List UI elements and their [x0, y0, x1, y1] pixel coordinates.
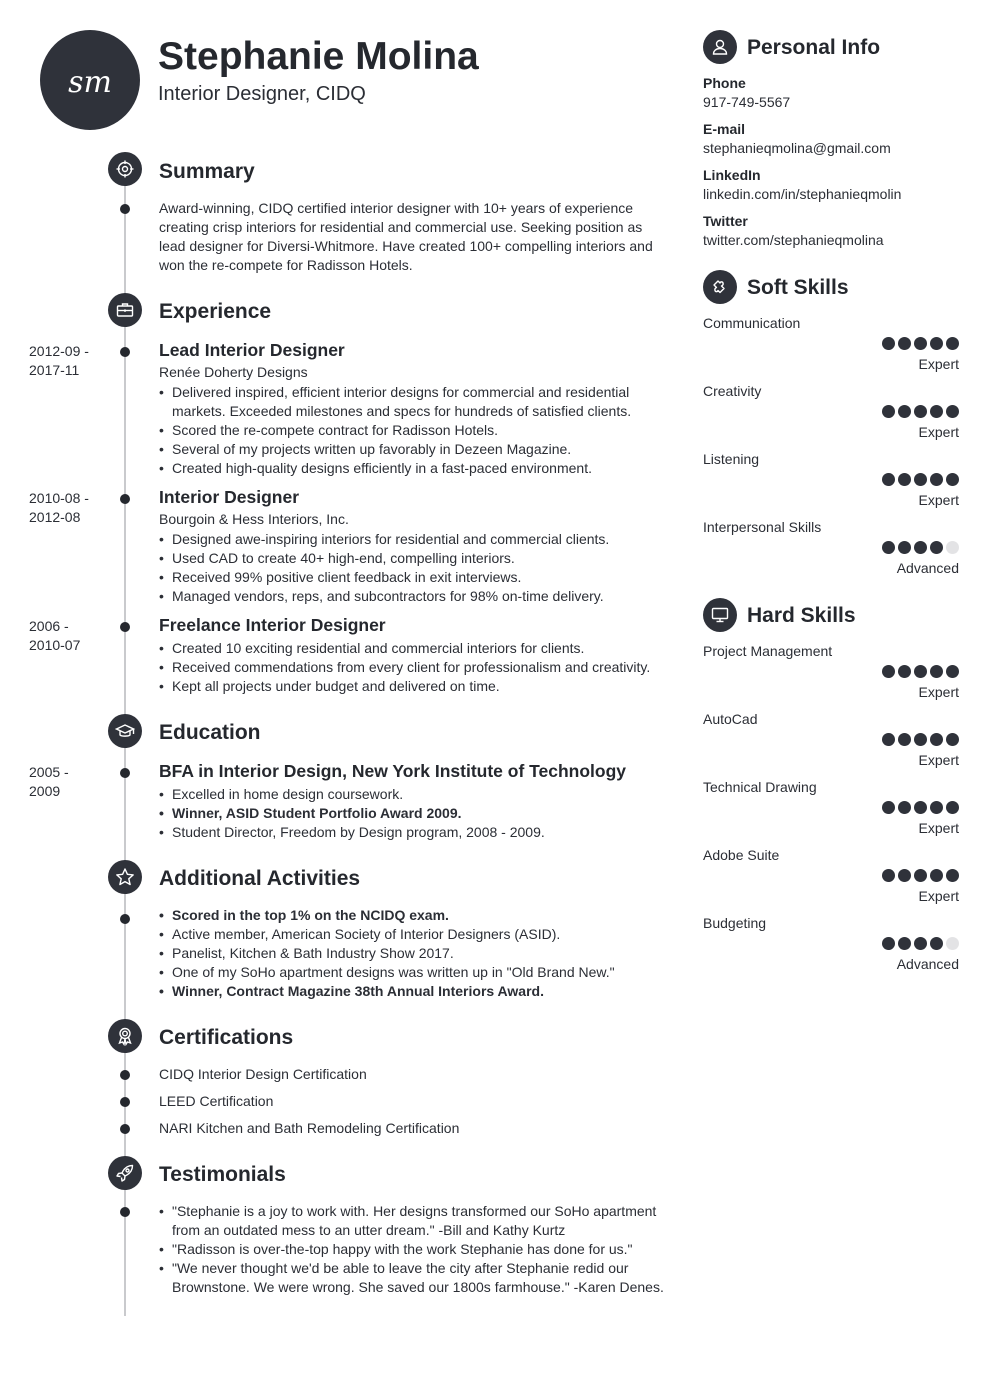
job-title: Freelance Interior Designer: [159, 615, 386, 635]
puzzle-piece-icon: [703, 270, 737, 304]
rating-dot: [898, 541, 911, 554]
personal-label: Twitter: [703, 213, 748, 229]
rating-dot: [914, 937, 927, 950]
rating-dot: [914, 801, 927, 814]
target-icon: [108, 152, 142, 186]
rating-dot: [898, 405, 911, 418]
skill-level: Expert: [918, 424, 959, 440]
rating-dot: [946, 733, 959, 746]
education-bullets: [159, 785, 664, 842]
rating-dot: [914, 733, 927, 746]
skill-name: Budgeting: [703, 915, 767, 931]
certification-item: LEED Certification: [159, 1093, 274, 1109]
rating-dot: [882, 937, 895, 950]
rating-dot: [882, 541, 895, 554]
avatar: [40, 30, 140, 130]
skill-level: Advanced: [896, 560, 959, 576]
list-item: • Student Director, Freedom by Design program, 2008 - 2009.: [159, 823, 664, 842]
personal-label: E-mail: [703, 121, 746, 137]
skill-name: Listening: [703, 451, 760, 467]
timeline-dot: [120, 1124, 130, 1134]
list-item: • Received commendations from every client for professionalism and creativity.: [159, 658, 664, 677]
list-item: • Managed vendors, reps, and subcontractors for 98% on-time delivery.: [159, 587, 664, 606]
list-item: • Designed awe-inspiring interiors for residential and commercial clients.: [159, 530, 664, 549]
user-icon: [703, 30, 737, 64]
rating-dot: [882, 665, 895, 678]
personal-info-heading: Personal Info: [747, 36, 881, 59]
skill-rating: [882, 869, 959, 882]
list-item: • Excelled in home design coursework.: [159, 785, 664, 804]
rating-dot: [930, 733, 943, 746]
rating-dot: [946, 473, 959, 486]
twitter-value: twitter.com/stephanieqmolina: [703, 232, 884, 248]
activities-bullets: [159, 906, 664, 1001]
rating-dot: [882, 733, 895, 746]
skill-level: Expert: [918, 684, 959, 700]
timeline-dot: [120, 347, 130, 357]
rating-dot: [946, 541, 959, 554]
rating-dot: [882, 801, 895, 814]
timeline-dot: [120, 1070, 130, 1080]
star-icon: [108, 860, 142, 894]
job-title: Interior Designer: [159, 487, 300, 507]
list-item: • Delivered inspired, efficient interior designs for commercial and residential markets. Exceeded milestones and specs for hundreds of satisfied clients.: [159, 383, 664, 421]
skill-rating: [882, 541, 959, 554]
rating-dot: [946, 801, 959, 814]
timeline-dot: [120, 914, 130, 924]
list-item: • One of my SoHo apartment designs was written up in "Old Brand New.": [159, 963, 664, 982]
rating-dot: [914, 473, 927, 486]
timeline-dot: [120, 1207, 130, 1217]
timeline-dot: [120, 768, 130, 778]
education-heading: Education: [159, 721, 261, 744]
rating-dot: [882, 869, 895, 882]
list-item: • "Radisson is over-the-top happy with the work Stephanie has done for us.": [159, 1240, 664, 1259]
skill-rating: [882, 665, 959, 678]
list-item: • Kept all projects under budget and delivered on time.: [159, 677, 664, 696]
rating-dot: [898, 869, 911, 882]
linkedin-value: linkedin.com/in/stephanieqmolin: [703, 186, 902, 202]
list-item: • Several of my projects written up favorably in Dezeen Magazine.: [159, 440, 664, 459]
skill-rating: [882, 473, 959, 486]
skill-rating: [882, 337, 959, 350]
rating-dot: [882, 405, 895, 418]
list-item: • Winner, Contract Magazine 38th Annual Interiors Award.: [159, 982, 664, 1001]
rating-dot: [930, 665, 943, 678]
skill-rating: [882, 801, 959, 814]
activities-heading: Additional Activities: [159, 867, 361, 890]
rating-dot: [946, 869, 959, 882]
list-item: • Scored the re-compete contract for Radisson Hotels.: [159, 421, 664, 440]
job-title: Lead Interior Designer: [159, 340, 345, 360]
rating-dot: [930, 405, 943, 418]
rating-dot: [930, 473, 943, 486]
list-item: • Created high-quality designs efficiently in a fast-paced environment.: [159, 459, 664, 478]
personal-label: LinkedIn: [703, 167, 761, 183]
job-dates: 2010-08 - 2012-08: [29, 490, 89, 525]
job-bullets: [159, 639, 664, 696]
summary-heading: Summary: [159, 160, 255, 183]
soft-skills-heading: Soft Skills: [747, 276, 849, 299]
rating-dot: [898, 473, 911, 486]
summary-text: Award-winning, CIDQ certified interior designer with 10+ years of experience creating crisp interiors for residential and commercial use. Seeking position as lead designer for Diversi-Whitmore. Have created 100+ compelling interiors and won the re-compete for Radisson Hotels.: [159, 200, 653, 273]
job-dates: 2012-09 - 2017-11: [29, 343, 89, 378]
job-bullets: [159, 383, 664, 478]
skill-level: Expert: [918, 752, 959, 768]
rating-dot: [882, 337, 895, 350]
education-dates: 2005 - 2009: [29, 764, 69, 799]
list-item: • Active member, American Society of Interior Designers (ASID).: [159, 925, 664, 944]
skill-name: Creativity: [703, 383, 762, 399]
rating-dot: [914, 541, 927, 554]
candidate-name: Stephanie Molina: [158, 35, 479, 78]
skill-rating: [882, 937, 959, 950]
personal-label: Phone: [703, 75, 746, 91]
rating-dot: [930, 869, 943, 882]
skill-level: Expert: [918, 820, 959, 836]
rating-dot: [930, 541, 943, 554]
rating-dot: [914, 405, 927, 418]
list-item: • "Stephanie is a joy to work with. Her designs transformed our SoHo apartment from an outdated mess to an utter dream." -Bill and Kathy Kurtz: [159, 1202, 664, 1240]
rating-dot: [898, 801, 911, 814]
skill-name: Technical Drawing: [703, 779, 817, 795]
timeline-dot: [120, 204, 130, 214]
hard-skills-heading: Hard Skills: [747, 604, 856, 627]
rating-dot: [930, 801, 943, 814]
skill-rating: [882, 405, 959, 418]
job-dates: 2006 - 2010-07: [29, 618, 81, 653]
skill-name: Project Management: [703, 643, 833, 659]
education-degree: BFA in Interior Design, New York Institute of Technology: [159, 761, 627, 781]
rating-dot: [898, 937, 911, 950]
rating-dot: [914, 869, 927, 882]
skill-name: Interpersonal Skills: [703, 519, 822, 535]
testimonials-heading: Testimonials: [159, 1163, 286, 1186]
skill-level: Expert: [918, 492, 959, 508]
rating-dot: [898, 665, 911, 678]
skill-rating: [882, 733, 959, 746]
rating-dot: [898, 733, 911, 746]
timeline-dot: [120, 1097, 130, 1107]
skill-level: Expert: [918, 356, 959, 372]
avatar-initials: sm: [68, 64, 112, 100]
list-item: • "We never thought we'd be able to leave the city after Stephanie redid our Brownstone. We were wrong. She saved our 1800s farmhouse." -Karen Denes.: [159, 1259, 664, 1297]
graduation-cap-icon: [108, 714, 142, 748]
skill-name: Adobe Suite: [703, 847, 780, 863]
certification-item: CIDQ Interior Design Certification: [159, 1066, 367, 1082]
job-bullets: [159, 530, 664, 606]
candidate-title: Interior Designer, CIDQ: [158, 83, 366, 105]
experience-heading: Experience: [159, 300, 272, 323]
rocket-icon: [108, 1156, 142, 1190]
job-company: Renée Doherty Designs: [159, 364, 308, 380]
rating-dot: [914, 665, 927, 678]
skill-name: Communication: [703, 315, 801, 331]
rating-dot: [914, 337, 927, 350]
job-company: Bourgoin & Hess Interiors, Inc.: [159, 511, 349, 527]
rating-dot: [946, 405, 959, 418]
rating-dot: [898, 337, 911, 350]
rating-dot: [946, 665, 959, 678]
award-ribbon-icon: [108, 1019, 142, 1053]
briefcase-icon: [108, 293, 142, 327]
rating-dot: [946, 937, 959, 950]
rating-dot: [882, 473, 895, 486]
email-value: stephanieqmolina@gmail.com: [703, 140, 891, 156]
rating-dot: [946, 337, 959, 350]
certification-item: NARI Kitchen and Bath Remodeling Certification: [159, 1120, 460, 1136]
list-item: • Winner, ASID Student Portfolio Award 2009.: [159, 804, 664, 823]
list-item: • Used CAD to create 40+ high-end, compelling interiors.: [159, 549, 664, 568]
skill-level: Advanced: [896, 956, 959, 972]
list-item: • Scored in the top 1% on the NCIDQ exam.: [159, 906, 664, 925]
list-item: • Panelist, Kitchen & Bath Industry Show 2017.: [159, 944, 664, 963]
timeline-dot: [120, 622, 130, 632]
rating-dot: [930, 937, 943, 950]
skill-name: AutoCad: [703, 711, 758, 727]
list-item: • Created 10 exciting residential and commercial interiors for clients.: [159, 639, 664, 658]
skill-level: Expert: [918, 888, 959, 904]
testimonials-bullets: [159, 1202, 664, 1297]
rating-dot: [930, 337, 943, 350]
list-item: • Received 99% positive client feedback in exit interviews.: [159, 568, 664, 587]
phone-value: 917-749-5567: [703, 94, 791, 110]
certifications-heading: Certifications: [159, 1026, 294, 1049]
timeline-dot: [120, 494, 130, 504]
monitor-icon: [703, 598, 737, 632]
